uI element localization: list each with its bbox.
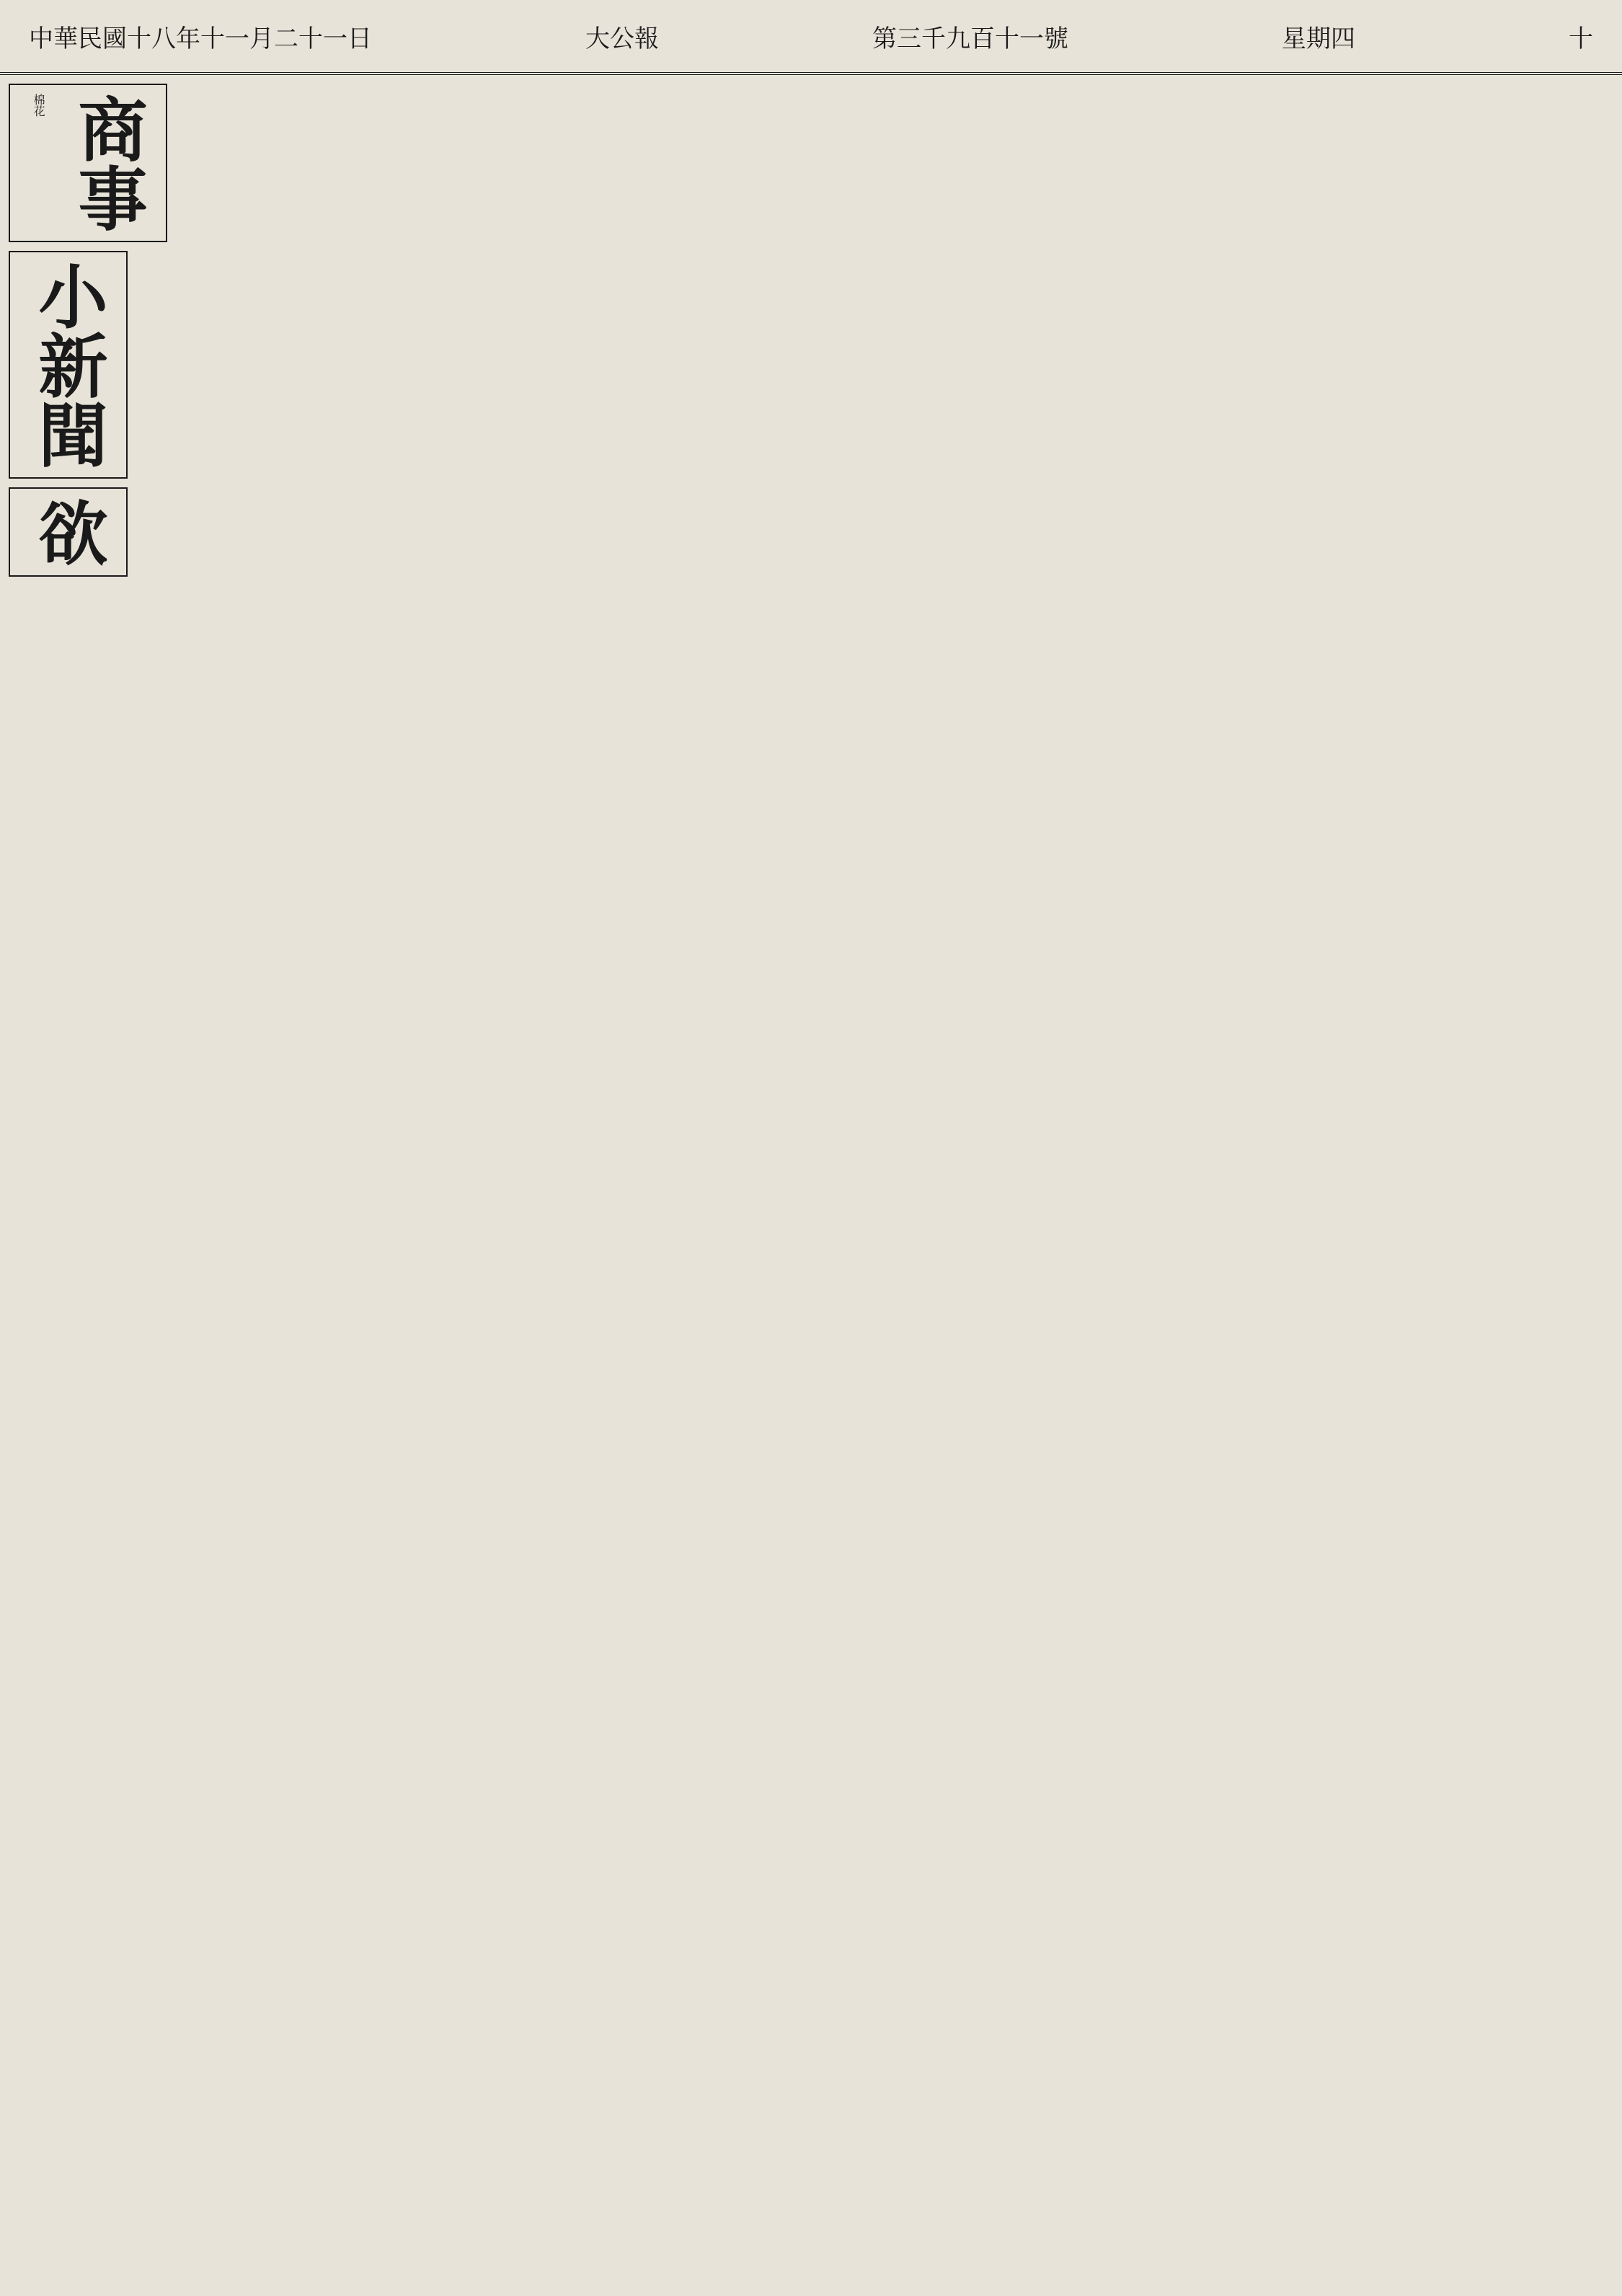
commerce-section bbox=[9, 84, 167, 242]
section-title: 商事 bbox=[67, 94, 149, 232]
masthead bbox=[0, 0, 1622, 75]
date: 中華民國十八年十一月二十一日 bbox=[29, 24, 372, 53]
news-section bbox=[9, 251, 128, 479]
page-number: 十 bbox=[1569, 24, 1593, 53]
subsection-label: 棉花 bbox=[32, 94, 45, 117]
paper-name: 大公報 bbox=[585, 24, 659, 53]
section-title: 小新聞 bbox=[27, 261, 109, 469]
ad-section bbox=[9, 487, 128, 577]
issue: 第三千九百十一號 bbox=[872, 24, 1068, 53]
weekday: 星期四 bbox=[1282, 24, 1355, 53]
ad-headline: 欲 bbox=[27, 497, 109, 567]
